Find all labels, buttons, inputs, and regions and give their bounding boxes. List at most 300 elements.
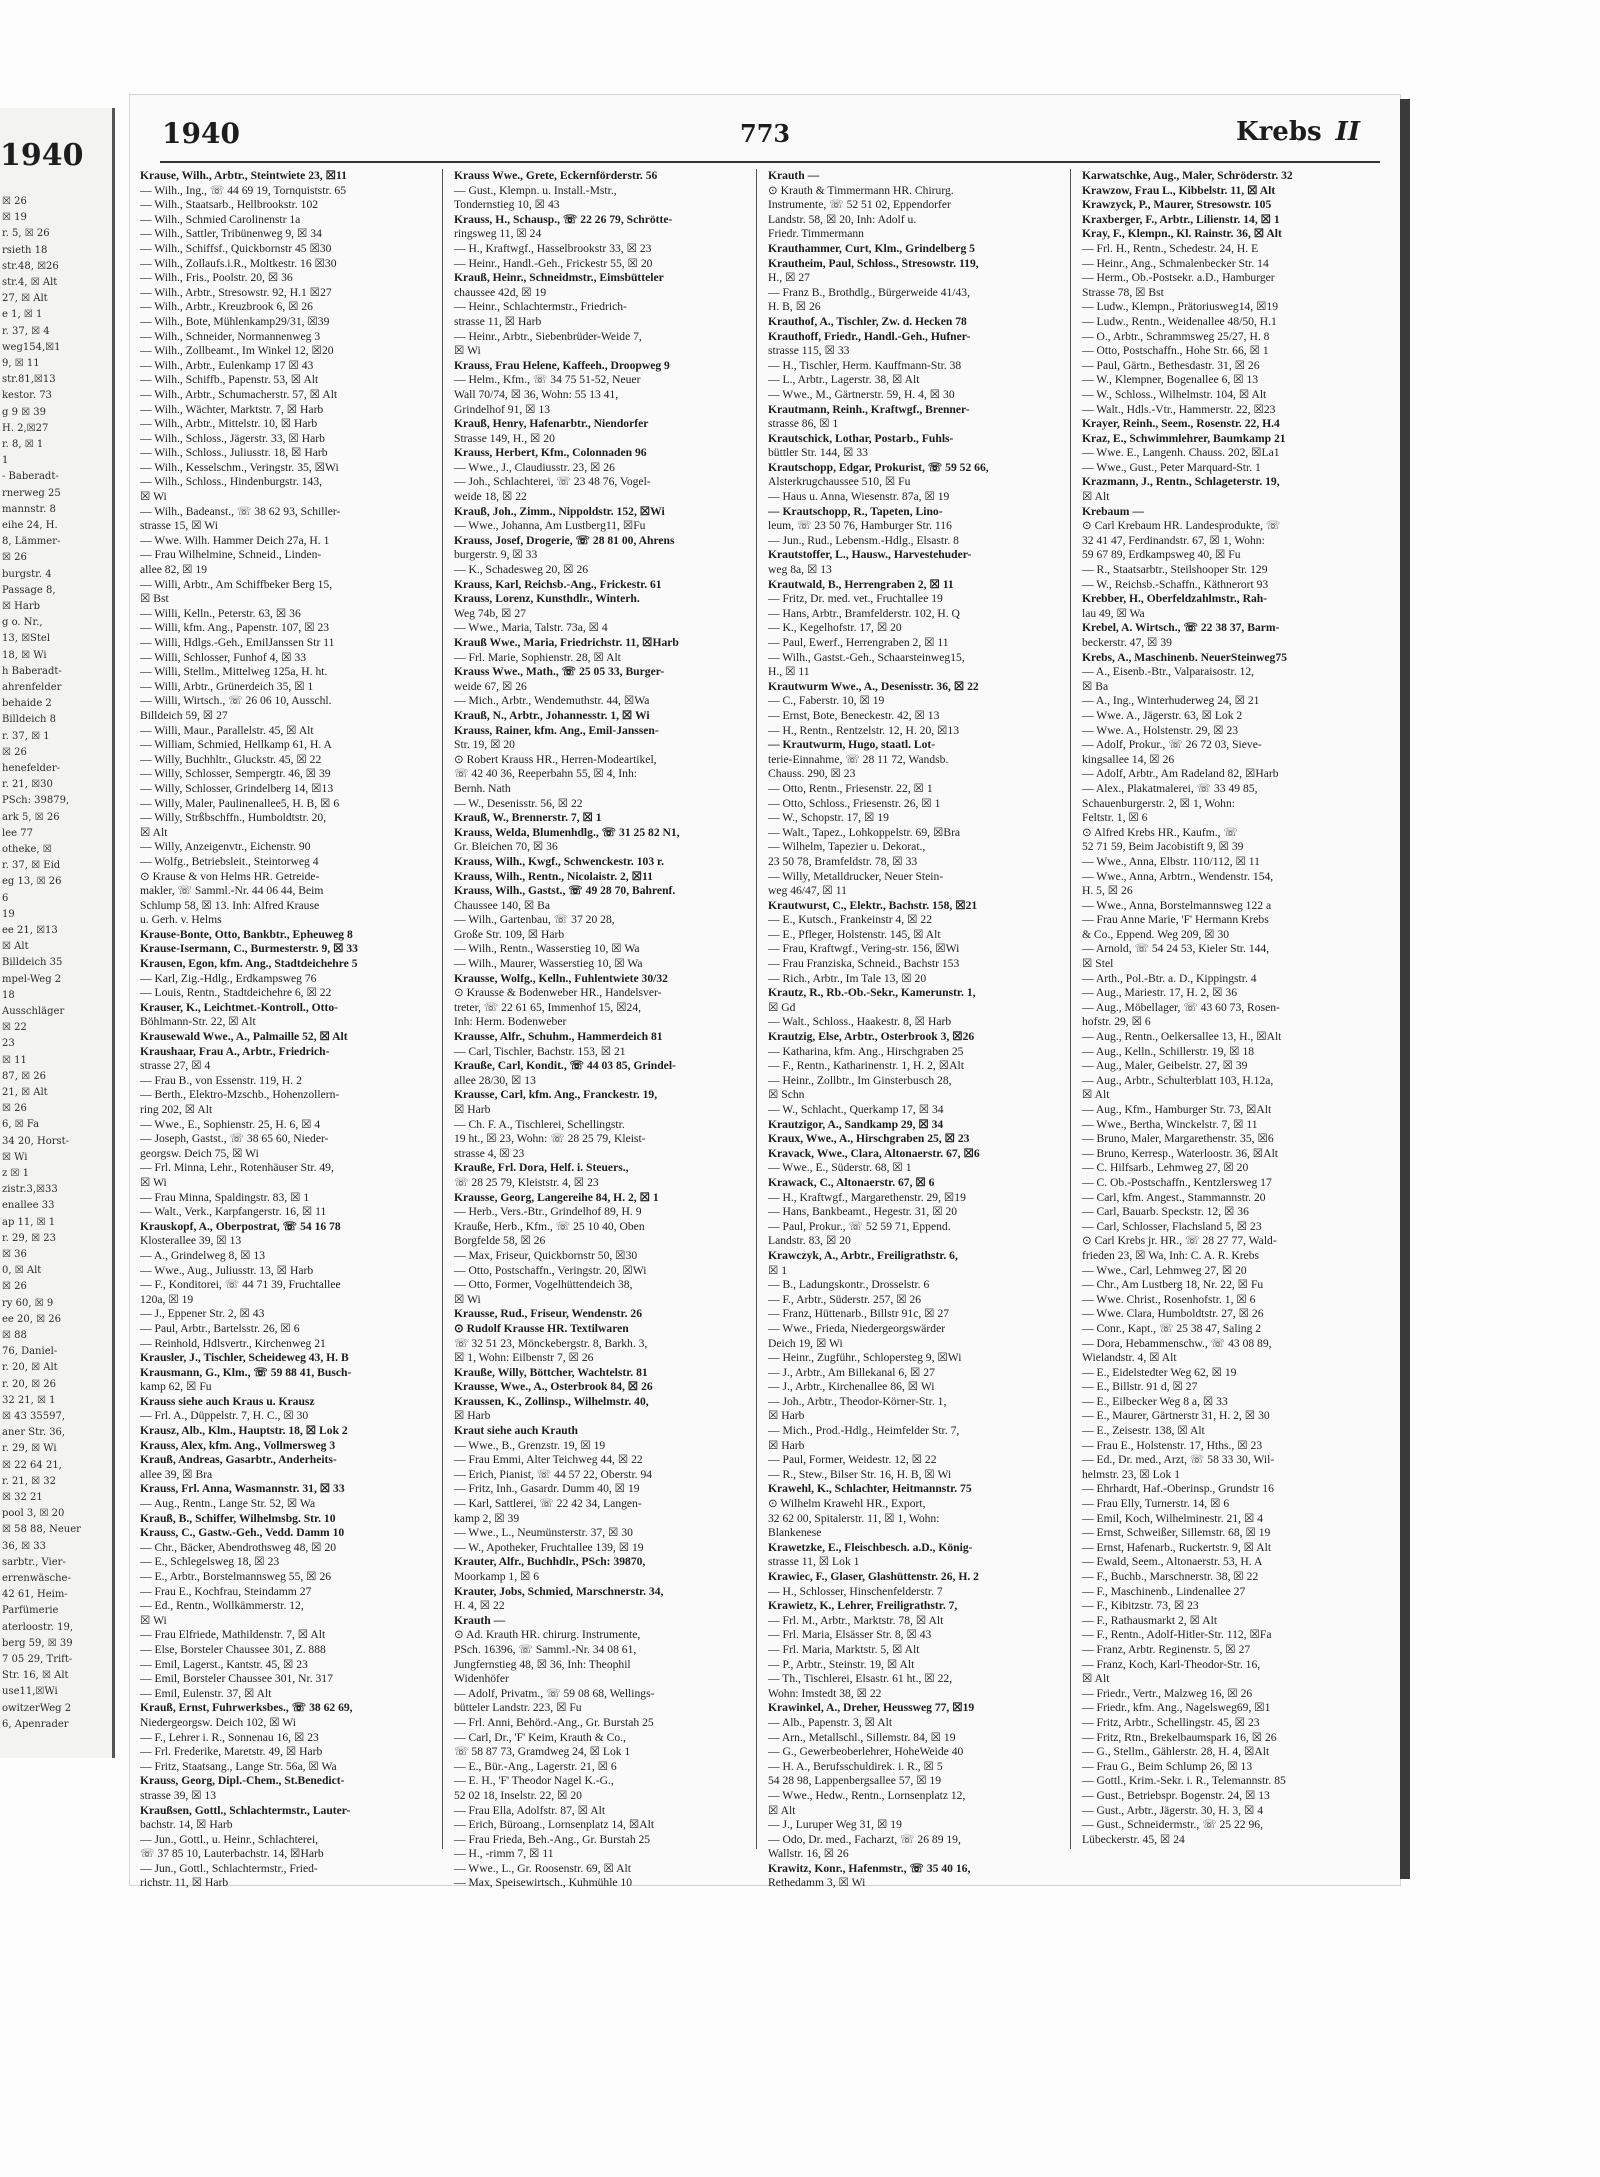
- directory-entry: Landstr. 58, ☒ 20, Inh: Adolf u.: [768, 212, 917, 226]
- directory-entry: — Willi, Wirtsch., ☏ 26 06 10, Ausschl.: [140, 694, 332, 708]
- directory-entry: Borgfelde 58, ☒ 26: [454, 1234, 546, 1248]
- directory-entry: terie-Einnahme, ☏ 28 11 72, Wandsb.: [768, 752, 949, 766]
- directory-entry: Kraz, E., Schwimmlehrer, Baumkamp 21: [1082, 431, 1286, 445]
- directory-entry: strasse 11, ☒ Harb: [454, 314, 542, 328]
- directory-entry: ☒ Bst: [140, 592, 169, 606]
- left-page-fragment: lee 77: [2, 827, 33, 839]
- directory-entry: Krawinkel, A., Dreher, Heussweg 77, ☒19: [768, 1701, 975, 1715]
- directory-entry: — Frl. Marie, Sophienstr. 28, ☒ Alt: [454, 650, 621, 664]
- directory-entry: — W., Apotheker, Fruchtallee 139, ☒ 19: [454, 1540, 644, 1554]
- directory-entry: — Wilh., Schneider, Normannenweg 3: [140, 329, 321, 343]
- directory-entry: — J., Arbtr., Am Billekanal 6, ☒ 27: [768, 1365, 935, 1379]
- left-page-edge: [0, 108, 115, 1758]
- directory-entry: — Jun., Gottl., Schlachtermstr., Fried-: [140, 1861, 318, 1875]
- directory-entry: ☏ 58 87 73, Gramdweg 24, ☒ Lok 1: [454, 1745, 631, 1759]
- directory-entry: Krausewald Wwe., A., Palmaille 52, ☒ Alt: [140, 1030, 348, 1044]
- directory-entry: Landstr. 83, ☒ 20: [768, 1234, 851, 1248]
- directory-entry: Kraussen, K., Zollinsp., Wilhelmstr. 40,: [454, 1394, 649, 1408]
- directory-entry: — Ed., Rentn., Wollkämmerstr. 12,: [140, 1599, 304, 1613]
- directory-entry: Instrumente, ☏ 52 51 02, Eppendorfer: [768, 198, 951, 212]
- directory-entry: Krebber, H., Oberfeldzahlmstr., Rah-: [1082, 592, 1268, 606]
- directory-entry: — Gottl., Krim.-Sekr. i. R., Telemannstr. 85: [1082, 1774, 1286, 1788]
- directory-entry: — Ernst, Schweißer, Sillemstr. 68, ☒ 19: [1082, 1526, 1271, 1540]
- directory-entry: Krauss, Wilh., Rentn., Nicolaistr. 2, ☒11: [454, 869, 653, 883]
- left-page-fragment: ☒ 26: [2, 1103, 27, 1115]
- directory-entry: — Aug., Arbtr., Schulterblatt 103, H.12a,: [1082, 1073, 1274, 1087]
- directory-entry: ringsweg 11, ☒ 24: [454, 227, 542, 241]
- directory-entry: — F., Rentn., Adolf-Hitler-Str. 112, ☒Fa: [1082, 1628, 1272, 1642]
- directory-entry: Krauß, Joh., Zimm., Nippoldstr. 152, ☒Wi: [454, 504, 665, 518]
- directory-entry: Krausmann, G., Klm., ☏ 59 88 41, Busch-: [140, 1365, 352, 1379]
- directory-entry: — Ed., Dr. med., Arzt, ☏ 58 33 30, Wil-: [1082, 1453, 1275, 1467]
- directory-entry: — Otto, Postschaffn., Veringstr. 20, ☒Wi: [454, 1263, 647, 1277]
- directory-entry: Wall 70/74, ☒ 36, Wohn: 55 13 41,: [454, 387, 619, 401]
- directory-entry: Kraut siehe auch Krauth: [454, 1424, 578, 1438]
- left-page-fragment: 9, ☒ 11: [2, 358, 40, 369]
- directory-entry: — H., Kraftwgf., Hasselbrookstr 33, ☒ 23: [454, 241, 652, 255]
- left-page-fragment: 18: [2, 989, 15, 1001]
- directory-entry: ☏ 32 51 23, Mönckebergstr. 8, Barkh. 3,: [454, 1336, 648, 1350]
- directory-entry: — Wwe., Gust., Peter Marquard-Str. 1: [1082, 460, 1261, 474]
- directory-entry: — H., Kraftwgf., Margarethenstr. 29, ☒19: [768, 1190, 966, 1204]
- directory-entry: — E., Arbtr., Borstelmannsweg 55, ☒ 26: [140, 1570, 332, 1583]
- left-page-fragment: 18, ☒ Wi: [2, 649, 47, 661]
- directory-entry: — Gust., Klempn. u. Install.-Mstr.,: [454, 183, 617, 197]
- directory-entry: — Fritz, Dr. med. vet., Fruchtallee 19: [768, 592, 943, 606]
- directory-entry: Gr. Bleichen 70, ☒ 36: [454, 840, 558, 854]
- directory-entry: — Wwe. A., Holstenstr. 29, ☒ 23: [1082, 723, 1239, 737]
- directory-entry: 59 67 89, Erdkampsweg 40, ☒ Fu: [1082, 548, 1241, 562]
- directory-entry: H. 4, ☒ 22: [454, 1599, 505, 1613]
- directory-entry: — Paul, Gärtn., Bethesdastr. 31, ☒ 26: [1082, 358, 1260, 372]
- directory-entry: — Willy, Strßbschffn., Humboldtstr. 20,: [140, 811, 327, 825]
- directory-entry: — W., Schlacht., Querkamp 17, ☒ 34: [768, 1103, 944, 1116]
- directory-entry: — F., Lehrer i. R., Sonnenau 16, ☒ 23: [140, 1730, 319, 1744]
- directory-entry: 52 02 18, Inselstr. 22, ☒ 20: [454, 1788, 582, 1802]
- directory-entry: — Chr., Am Lustberg 18, Nr. 22, ☒ Fu: [1082, 1278, 1264, 1292]
- directory-entry: Krausse, Rud., Friseur, Wendenstr. 26: [454, 1307, 642, 1321]
- directory-entry: Krauß, W., Brennerstr. 7, ☒ 1: [454, 811, 602, 825]
- directory-entry: Krauss, Herbert, Kfm., Colonnaden 96: [454, 446, 647, 460]
- directory-entry: H., ☒ 11: [768, 665, 810, 679]
- directory-entry: — F., Buchb., Marschnerstr. 38, ☒ 22: [1082, 1570, 1259, 1583]
- directory-entry: ☏ 37 85 10, Lauterbachstr. 14, ☒Harb: [140, 1847, 324, 1861]
- directory-entry: ☒ Alt: [1082, 490, 1110, 504]
- left-page-fragment: errenwäsche-: [2, 1573, 71, 1584]
- directory-entry: Weg 74b, ☒ 27: [454, 606, 526, 620]
- left-page-fragment: r. 20, ☒ 26: [2, 1378, 56, 1390]
- directory-entry: — Ernst, Bote, Beneckestr. 42, ☒ 13: [768, 708, 940, 722]
- left-page-fragment: ☒ 88: [2, 1330, 27, 1341]
- directory-entry: beckerstr. 47, ☒ 39: [1082, 636, 1172, 649]
- directory-entry: Krauss, Lorenz, Kunsthdlr., Winterh.: [454, 592, 640, 606]
- directory-entry: — F., Arbtr., Süderstr. 257, ☒ 26: [768, 1292, 922, 1306]
- left-page-fragment: 23: [2, 1038, 15, 1050]
- directory-entry: ☒ 1, Wohn: Eilbenstr 7, ☒ 26: [454, 1351, 594, 1365]
- directory-entry: Krauthammer, Curt, Klm., Grindelberg 5: [768, 241, 975, 255]
- directory-entry: — Wolfg., Betriebsleit., Steintorweg 4: [140, 854, 319, 868]
- left-page-fragment: r. 29, ☒ Wi: [2, 1443, 57, 1455]
- directory-entry: Krausse, Georg, Langereihe 84, H. 2, ☒ 1: [454, 1190, 659, 1204]
- directory-entry: — Paul, Arbtr., Bartelsstr. 26, ☒ 6: [140, 1321, 300, 1335]
- running-head-name: Krebs: [1236, 117, 1322, 147]
- directory-entry: helmstr. 23, ☒ Lok 1: [1082, 1467, 1180, 1481]
- directory-entry: ⊙ Krausse & Bodenweber HR., Handelsver-: [454, 986, 662, 1000]
- left-page-fragment: 13, ☒Stel: [2, 633, 51, 645]
- left-page-fragment: rsieth 18: [2, 244, 48, 256]
- directory-entry: strasse 115, ☒ 33: [768, 344, 850, 358]
- directory-entry: — Louis, Rentn., Stadtdeichehre 6, ☒ 22: [140, 986, 332, 1000]
- directory-entry: — Fritz, Inh., Gasardr. Dumm 40, ☒ 19: [454, 1482, 640, 1496]
- directory-entry: — Wwe. A., Jägerstr. 63, ☒ Lok 2: [1082, 708, 1243, 722]
- directory-entry: — Walt., Verk., Karpfangerstr. 16, ☒ 11: [140, 1205, 327, 1219]
- left-page-fragment: burgstr. 4: [2, 568, 52, 580]
- left-page-fragment: 6, Apenrader: [2, 1718, 69, 1730]
- directory-entry: — Jun., Gottl., u. Heinr., Schlachterei,: [140, 1832, 319, 1846]
- directory-entry: — Wilh., Badeanst., ☏ 38 62 93, Schiller-: [140, 504, 341, 518]
- directory-entry: ☒ Schn: [768, 1088, 805, 1102]
- directory-entry: — Mich., Arbtr., Wendemuthstr. 44, ☒Wa: [454, 694, 650, 708]
- left-page-fragment: ap 11, ☒ 1: [2, 1216, 56, 1228]
- directory-entry: — Reinhold, Hdlsvertr., Kirchenweg 21: [140, 1336, 326, 1350]
- directory-entry: Krauß, N., Arbtr., Johannesstr. 1, ☒ Wi: [454, 708, 650, 722]
- directory-entry: weide 67, ☒ 26: [454, 679, 527, 693]
- directory-entry: — Friedr., Vertr., Malzweg 16, ☒ 26: [1082, 1686, 1253, 1700]
- directory-entry: — Franz, Hüttenarb., Billstr 91c, ☒ 27: [768, 1307, 950, 1321]
- left-page-fragment: behaide 2: [2, 698, 52, 710]
- directory-entry: — Willi, Schlosser, Funhof 4, ☒ 33: [140, 650, 307, 664]
- directory-entry: — Wilh., Schloss., Juliusstr. 18, ☒ Harb: [140, 446, 328, 460]
- directory-entry: — Wwe., Frieda, Niedergeorgswärder: [768, 1321, 946, 1335]
- left-page-fragment: r. 21, ☒ 32: [2, 1475, 56, 1487]
- directory-entry: — Willy, Schlosser, Grindelberg 14, ☒13: [140, 781, 334, 795]
- directory-entry: ☒ Alt: [1082, 1088, 1110, 1102]
- directory-entry: — W., Klempner, Bogenallee 6, ☒ 13: [1082, 373, 1259, 387]
- left-page-fragment: pool 3, ☒ 20: [2, 1508, 65, 1520]
- directory-entry: Krauss, Wilh., Kwgf., Schwenckestr. 103 r.: [454, 854, 664, 868]
- directory-entry: — Frau Wilhelmine, Schneid., Linden-: [140, 548, 322, 562]
- directory-entry: — Wwe., Aug., Juliusstr. 13, ☒ Harb: [140, 1263, 314, 1277]
- directory-entry: — Wwe., L., Neumünsterstr. 37, ☒ 30: [454, 1526, 633, 1540]
- directory-entry: — Karl, Sattlerei, ☏ 22 42 34, Langen-: [454, 1497, 642, 1511]
- directory-entry: — R., Stew., Bilser Str. 16, H. B, ☒ Wi: [768, 1467, 952, 1481]
- left-page-fragment: ☒ Alt: [2, 941, 29, 953]
- left-page-fragment: z ☒ 1: [2, 1168, 29, 1179]
- directory-entry: Krautz, R., Rb.-Ob.-Sekr., Kamerunstr. 1,: [768, 986, 976, 1000]
- left-page-fragment: 34 20, Horst-: [2, 1135, 70, 1147]
- directory-entry: — E., Kutsch., Frankeinstr 4, ☒ 22: [768, 913, 932, 927]
- directory-entry: — K., Schadesweg 20, ☒ 26: [454, 563, 589, 577]
- left-page-fragment: ark 5, ☒ 26: [2, 811, 60, 823]
- left-page-fragment: ahrenfelder: [2, 682, 62, 693]
- left-page-fragment: h Baberadt-: [2, 665, 62, 677]
- directory-entry: — Frl. Frederike, Maretstr. 49, ☒ Harb: [140, 1745, 323, 1759]
- directory-entry: Krauss, Welda, Blumenhdlg., ☏ 31 25 82 N1,: [454, 825, 680, 839]
- directory-entry: Krayer, Reinh., Seem., Rosenstr. 22, H.4: [1082, 417, 1280, 431]
- directory-entry: Krauter, Jobs, Schmied, Marschnerstr. 34,: [454, 1584, 664, 1598]
- directory-entry: — Otto, Postschaffn., Hohe Str. 66, ☒ 1: [1082, 344, 1269, 358]
- directory-entry: Krauss siehe auch Kraus u. Krausz: [140, 1394, 315, 1408]
- directory-entry: ☒ Alt: [140, 825, 168, 839]
- directory-entry: — A., Grindelweg 8, ☒ 13: [140, 1248, 266, 1262]
- directory-entry: Krausse, Wolfg., Kelln., Fuhlentwiete 30/32: [454, 971, 668, 985]
- directory-entry: — Wilh., Rentn., Wasserstieg 10, ☒ Wa: [454, 942, 640, 956]
- directory-entry: — Heinr., Schlachtermstr., Friedrich-: [454, 300, 627, 314]
- directory-entry: — Ch. F. A., Tischlerei, Schellingstr.: [454, 1117, 625, 1131]
- directory-entry: weg 46/47, ☒ 11: [768, 884, 847, 898]
- directory-entry: burgerstr. 9, ☒ 33: [454, 548, 538, 562]
- directory-entry: — E., Billstr. 91 d, ☒ 27: [1082, 1380, 1198, 1394]
- directory-entry: ☒ Alt: [1082, 1672, 1110, 1686]
- directory-entry: — Krautschopp, R., Tapeten, Lino-: [768, 504, 943, 518]
- directory-entry: — Frau Elly, Turnerstr. 14, ☒ 6: [1082, 1497, 1230, 1511]
- directory-entry: — F., Kibitzstr. 73, ☒ 23: [1082, 1599, 1199, 1613]
- directory-entry: ⊙ Rudolf Krausse HR. Textilwaren: [454, 1321, 629, 1335]
- directory-entry: — Willi, Maur., Parallelstr. 45, ☒ Alt: [140, 723, 314, 737]
- directory-entry: H., ☒ 27: [768, 271, 810, 285]
- directory-entry: — Franz, Koch, Karl-Theodor-Str. 16,: [1082, 1657, 1261, 1671]
- directory-entry: Deich 19, ☒ Wi: [768, 1336, 843, 1350]
- directory-entry: Blankenese: [768, 1526, 822, 1540]
- directory-entry: — Wilh., Gartenbau, ☏ 37 20 28,: [454, 913, 615, 927]
- directory-entry: — B., Ladungskontr., Drosselstr. 6: [768, 1278, 930, 1292]
- directory-entry: — Rich., Arbtr., Im Tale 13, ☒ 20: [768, 971, 927, 985]
- directory-entry: — Helm., Kfm., ☏ 34 75 51-52, Neuer: [454, 373, 641, 387]
- directory-entry: Krawzyck, P., Maurer, Stresowstr. 105: [1082, 198, 1272, 212]
- directory-entry: Moorkamp 1, ☒ 6: [454, 1570, 540, 1583]
- directory-entry: ⊙ Krauth & Timmermann HR. Chirurg.: [768, 183, 954, 197]
- directory-entry: — E. H., 'F' Theodor Nagel K.-G.,: [454, 1774, 614, 1788]
- directory-entry: — Paul, Ewerf., Herrengraben 2, ☒ 11: [768, 636, 949, 649]
- directory-entry: — Frau Elfriede, Mathildenstr. 7, ☒ Alt: [140, 1628, 326, 1642]
- directory-entry: — Frau Emmi, Alter Teichweg 44, ☒ 22: [454, 1453, 643, 1467]
- directory-entry: Krauss, H., Schausp., ☏ 22 26 79, Schrötte-: [454, 212, 673, 226]
- directory-entry: Krautschopp, Edgar, Prokurist, ☏ 59 52 66,: [768, 460, 989, 474]
- directory-entry: — Fritz, Arbtr., Schellingstr. 45, ☒ 23: [1082, 1715, 1260, 1729]
- directory-entry: Wielandstr. 4, ☒ Alt: [1082, 1351, 1177, 1365]
- left-page-fragment: str.4, ☒ Alt: [2, 277, 58, 288]
- directory-entry: kamp 62, ☒ Fu: [140, 1380, 212, 1394]
- directory-entry: — Haus u. Anna, Wiesenstr. 87a, ☒ 19: [768, 490, 950, 504]
- directory-entry: — Carl, Tischler, Bachstr. 153, ☒ 21: [454, 1044, 626, 1058]
- directory-entry: Strasse 78, ☒ Bst: [1082, 285, 1164, 299]
- directory-entry: — Wilh., Arbtr., Kreuzbrook 6, ☒ 26: [140, 300, 313, 314]
- column-divider: [442, 169, 443, 1849]
- left-page-fragment: aner Str. 36,: [2, 1427, 66, 1439]
- directory-entry: Krawzow, Frau L., Kibbelstr. 11, ☒ Alt: [1082, 183, 1276, 197]
- directory-entry: — Wilh., Arbtr., Schumacherstr. 57, ☒ Alt: [140, 387, 338, 401]
- directory-entry: H. B, ☒ 26: [768, 300, 821, 314]
- directory-entry: — G., Gewerbeoberlehrer, HoheWeide 40: [768, 1745, 964, 1759]
- column-divider: [756, 169, 757, 1849]
- directory-entry: — Hans, Arbtr., Bramfelderstr. 102, H. Q: [768, 606, 960, 620]
- directory-entry: Krauth —: [454, 1613, 506, 1627]
- directory-entry: — A., Ing., Winterhuderweg 24, ☒ 21: [1082, 694, 1260, 708]
- directory-entry: — William, Schmied, Hellkamp 61, H. A: [140, 738, 332, 752]
- left-page-fragment: Billdeich 8: [2, 714, 57, 726]
- directory-entry: — Frl. M., Arbtr., Marktstr. 78, ☒ Alt: [768, 1613, 944, 1627]
- directory-entry: — C. Hilfsarb., Lehmweg 27, ☒ 20: [1082, 1161, 1249, 1175]
- directory-entry: Krauss, C., Gastw.-Geh., Vedd. Damm 10: [140, 1526, 345, 1540]
- directory-entry: weide 18, ☒ 22: [454, 490, 527, 504]
- left-page-fragment: H. 2,☒27: [2, 422, 49, 434]
- directory-entry: — Frl. Anni, Behörd.-Ang., Gr. Burstah 25: [454, 1715, 654, 1729]
- directory-page: [130, 95, 1400, 1890]
- left-page-fragment: mpel-Weg 2: [2, 973, 62, 985]
- directory-entry: — Heinr., Zollbtr., Im Ginsterbusch 28,: [768, 1073, 952, 1087]
- directory-entry: ☒ Stel: [1082, 957, 1114, 971]
- directory-entry: Lübeckerstr. 45, ☒ 24: [1082, 1832, 1185, 1846]
- directory-entry: Krauthof, A., Tischler, Zw. d. Hecken 78: [768, 314, 967, 328]
- directory-entry: ☒ Harb: [454, 1409, 491, 1423]
- left-page-fragment: owitzerWeg 2: [2, 1702, 72, 1714]
- directory-entry: strasse 86, ☒ 1: [768, 417, 839, 431]
- left-page-fragment: Str. 16, ☒ Alt: [2, 1670, 69, 1682]
- directory-entry: — Joh., Arbtr., Theodor-Körner-Str. 1,: [768, 1394, 947, 1408]
- directory-entry: Krauß, B., Schiffer, Wilhelmsbg. Str. 10: [140, 1511, 336, 1525]
- directory-entry: Kraxberger, F., Arbtr., Lilienstr. 14, ☒ 1: [1082, 212, 1280, 226]
- directory-entry: kamp 2, ☒ 39: [454, 1511, 520, 1525]
- directory-entry: — Wilh., Gastst.-Geh., Schaarsteinweg15,: [768, 650, 965, 664]
- directory-entry: ⊙ Wilhelm Krawehl HR., Export,: [768, 1497, 926, 1511]
- directory-entry: — Th., Tischlerei, Elsastr. 61 ht., ☒ 22,: [768, 1672, 953, 1686]
- directory-entry: — H., Tischler, Herm. Kauffmann-Str. 38: [768, 358, 962, 372]
- directory-entry: Klosterallee 39, ☒ 13: [140, 1234, 242, 1248]
- directory-entry: Krauß, Heinr., Schneidmstr., Eimsbütteler: [454, 271, 664, 285]
- directory-entry: Chauss. 290, ☒ 23: [768, 767, 856, 781]
- left-page-fragment: 27, ☒ Alt: [2, 293, 48, 305]
- directory-entry: strasse 27, ☒ 4: [140, 1059, 211, 1073]
- directory-entry: — Frl. Maria, Elsässer Str. 8, ☒ 43: [768, 1628, 932, 1642]
- directory-entry: Krawitz, Konr., Hafenmstr., ☏ 35 40 16,: [768, 1861, 971, 1875]
- directory-entry: Krawehl, K., Schlachter, Heitmannstr. 75: [768, 1482, 972, 1496]
- directory-entry: — Carl, kfm. Angest., Stammannstr. 20: [1082, 1190, 1266, 1204]
- left-page-fragment: use11,☒Wi: [2, 1686, 58, 1698]
- directory-entry: — Wilh., Arbtr., Stresowstr. 92, H.1 ☒27: [140, 285, 332, 299]
- directory-entry: ☒ Ba: [1082, 679, 1109, 693]
- directory-entry: — Walt., Schloss., Haakestr. 8, ☒ Harb: [768, 1015, 952, 1029]
- directory-entry: — Wilhelm, Tapezier u. Dekorat.,: [768, 840, 926, 854]
- directory-entry: Str. 19, ☒ 20: [454, 738, 515, 752]
- page-number: 773: [740, 119, 791, 148]
- directory-entry: — F., Konditorei, ☏ 44 71 39, Fruchtallee: [140, 1278, 341, 1292]
- directory-entry: — Wwe., Anna, Elbstr. 110/112, ☒ 11: [1082, 854, 1260, 868]
- directory-entry: — Wilh., Schloss., Jägerstr. 33, ☒ Harb: [140, 431, 325, 445]
- directory-entry: — Katharina, kfm. Ang., Hirschgraben 25: [768, 1044, 964, 1058]
- directory-entry: — Willi, Arbtr., Am Schiffbeker Berg 15,: [140, 577, 333, 591]
- directory-entry: — G., Stellm., Gählerstr. 28, H. 4, ☒Alt: [1082, 1745, 1270, 1759]
- left-page-fragment: ☒ 11: [2, 1054, 27, 1066]
- directory-entry: — Willy, Metalldrucker, Neuer Stein-: [768, 869, 944, 883]
- directory-entry: Niedergeorgsw. Deich 102, ☒ Wi: [140, 1715, 296, 1729]
- directory-entry: — Otto, Former, Vogelhüttendeich 38,: [454, 1278, 633, 1292]
- directory-entry: — Wilh., Kesselschm., Veringstr. 35, ☒Wi: [140, 460, 339, 474]
- directory-entry: Krauss Wwe., Math., ☏ 25 05 33, Burger-: [454, 665, 665, 679]
- directory-entry: — Bruno, Maler, Margarethenstr. 35, ☒6: [1082, 1132, 1274, 1146]
- directory-entry: Krautheim, Paul, Schloss., Stresowstr. 119,: [768, 256, 979, 270]
- directory-entry: 19 ht., ☒ 23, Wohn: ☏ 28 25 79, Kleist-: [454, 1132, 646, 1146]
- directory-entry: — Otto, Schloss., Friesenstr. 26, ☒ 1: [768, 796, 941, 810]
- directory-entry: 32 62 00, Spitalerstr. 11, ☒ 1, Wohn:: [768, 1511, 940, 1525]
- directory-entry: — Heinr., Zugführ., Schlopersteg 9, ☒Wi: [768, 1351, 962, 1365]
- directory-entry: — W., Desenisstr. 56, ☒ 22: [454, 796, 583, 810]
- left-page-fragment: ☒ 22 64 21,: [2, 1459, 62, 1471]
- left-page-fragment: r. 37, ☒ 4: [2, 325, 50, 337]
- left-page-fragment: 87, ☒ 26: [2, 1070, 46, 1082]
- directory-entry: — Max, Friseur, Quickbornstr 50, ☒30: [454, 1248, 638, 1262]
- directory-entry: — Chr., Bäcker, Abendrothsweg 48, ☒ 20: [140, 1540, 337, 1554]
- directory-entry: — H., Rentn., Rentzelstr. 12, H. 20, ☒13: [768, 723, 960, 737]
- directory-entry: — Else, Borsteler Chaussee 301, Z. 888: [140, 1642, 326, 1656]
- directory-entry: chaussee 42d, ☒ 19: [454, 285, 547, 299]
- directory-entry: — Wilh., Arbtr., Eulenkamp 17 ☒ 43: [140, 358, 314, 372]
- directory-entry: Krauss, Frau Helene, Kaffeeh., Droopweg 9: [454, 358, 670, 372]
- directory-entry: — Erich, Büroang., Lornsenplatz 14, ☒Alt: [454, 1818, 655, 1832]
- directory-entry: — Walt., Hdls.-Vtr., Hammerstr. 22, ☒23: [1082, 402, 1276, 416]
- directory-entry: — Aug., Rentn., Lange Str. 52, ☒ Wa: [140, 1497, 316, 1511]
- directory-entry: — Ewald, Seem., Altonaerstr. 53, H. A: [1082, 1555, 1263, 1569]
- directory-entry: — F., Rathausmarkt 2, ☒ Alt: [1082, 1613, 1218, 1627]
- header-rule: [160, 161, 1380, 163]
- left-page-fragment: ☒ 36: [2, 1249, 27, 1260]
- directory-entry: Krauße, Herb., Kfm., ☏ 25 10 40, Oben: [454, 1219, 645, 1233]
- directory-entry: Böhlmann-Str. 22, ☒ Alt: [140, 1015, 256, 1029]
- left-page-fragment: 76, Daniel-: [2, 1346, 58, 1358]
- directory-entry: 23 50 78, Bramfeldstr. 78, ☒ 33: [768, 854, 918, 868]
- directory-entry: — Wilh., Maurer, Wasserstieg 10, ☒ Wa: [454, 957, 643, 971]
- directory-entry: — Wilh., Bote, Mühlenkamp29/31, ☒39: [140, 314, 330, 328]
- directory-entry: allee 39, ☒ Bra: [140, 1467, 213, 1481]
- directory-entry: Krawetzke, E., Fleischbesch. a.D., König-: [768, 1540, 973, 1554]
- directory-entry: leum, ☏ 23 50 76, Hamburger Str. 116: [768, 519, 952, 533]
- left-page-fragment: Billdeich 35: [2, 957, 63, 969]
- left-page-fragment: ☒ 32 21: [2, 1492, 43, 1503]
- directory-entry: — Aug., Mariestr. 17, H. 2, ☒ 36: [1082, 986, 1237, 1000]
- left-page-fragment: rnerweg 25: [2, 487, 61, 499]
- directory-entry: — Carl, Bauarb. Speckstr. 12, ☒ 36: [1082, 1205, 1249, 1219]
- directory-entry: — Emil, Eulenstr. 37, ☒ Alt: [140, 1686, 272, 1700]
- left-page-fragment: ☒ 26: [2, 196, 27, 207]
- directory-entry: — F., Maschinenb., Lindenallee 27: [1082, 1584, 1246, 1598]
- directory-entry: — Joh., Schlachterei, ☏ 23 48 76, Vogel-: [454, 475, 651, 489]
- directory-entry: — Wilh., Wächter, Marktstr. 7, ☒ Harb: [140, 402, 324, 416]
- directory-entry: Krebaum —: [1082, 504, 1144, 518]
- directory-entry: — Wilh., Zollaufs.i.R., Moltkestr. 16 ☒30: [140, 256, 337, 270]
- left-page-fragment: ee 20, ☒ 26: [2, 1313, 61, 1325]
- directory-entry: — Carl, Dr., 'F' Keim, Krauth & Co.,: [454, 1730, 626, 1744]
- directory-entry: ring 202, ☒ Alt: [140, 1103, 213, 1116]
- directory-entry: — Frau E., Holstenstr. 17, Hths., ☒ 23: [1082, 1438, 1263, 1452]
- directory-entry: — Wwe., Bertha, Winckelstr. 7, ☒ 11: [1082, 1117, 1258, 1131]
- left-page-fragment: sarbtr., Vier-: [2, 1556, 66, 1568]
- directory-entry: strasse 39, ☒ 13: [140, 1788, 217, 1802]
- directory-entry: ☒ Harb: [768, 1409, 805, 1423]
- directory-entry: Krauße, Carl, Kondit., ☏ 44 03 85, Grindel-: [454, 1059, 676, 1073]
- directory-entry: — Wilh., Sattler, Tribünenweg 9, ☒ 34: [140, 227, 322, 241]
- directory-entry: — Wilh., Schiffb., Papenstr. 53, ☒ Alt: [140, 373, 319, 387]
- directory-entry: — Paul, Prokur., ☏ 52 59 71, Eppend.: [768, 1219, 951, 1233]
- directory-entry: Krauser, K., Leichtmet.-Kontroll., Otto-: [140, 1000, 339, 1014]
- left-page-fragment: zistr.3,☒33: [2, 1184, 58, 1196]
- directory-entry: Krause-Bonte, Otto, Bankbtr., Epheuweg 8: [140, 927, 353, 941]
- left-page-fragment: enallee 33: [2, 1200, 55, 1212]
- directory-entry: allee 82, ☒ 19: [140, 563, 208, 577]
- directory-entry: — Wilh., Arbtr., Mittelstr. 10, ☒ Harb: [140, 417, 318, 431]
- left-page-fragment: otheke, ☒: [2, 844, 52, 855]
- directory-entry: PSch. 16396, ☏ Samml.-Nr. 34 08 61,: [454, 1642, 637, 1656]
- directory-entry: — Frau Franziska, Schneid., Bachstr 153: [768, 957, 960, 971]
- directory-entry: — Frau G., Beim Schlump 26, ☒ 13: [1082, 1759, 1253, 1773]
